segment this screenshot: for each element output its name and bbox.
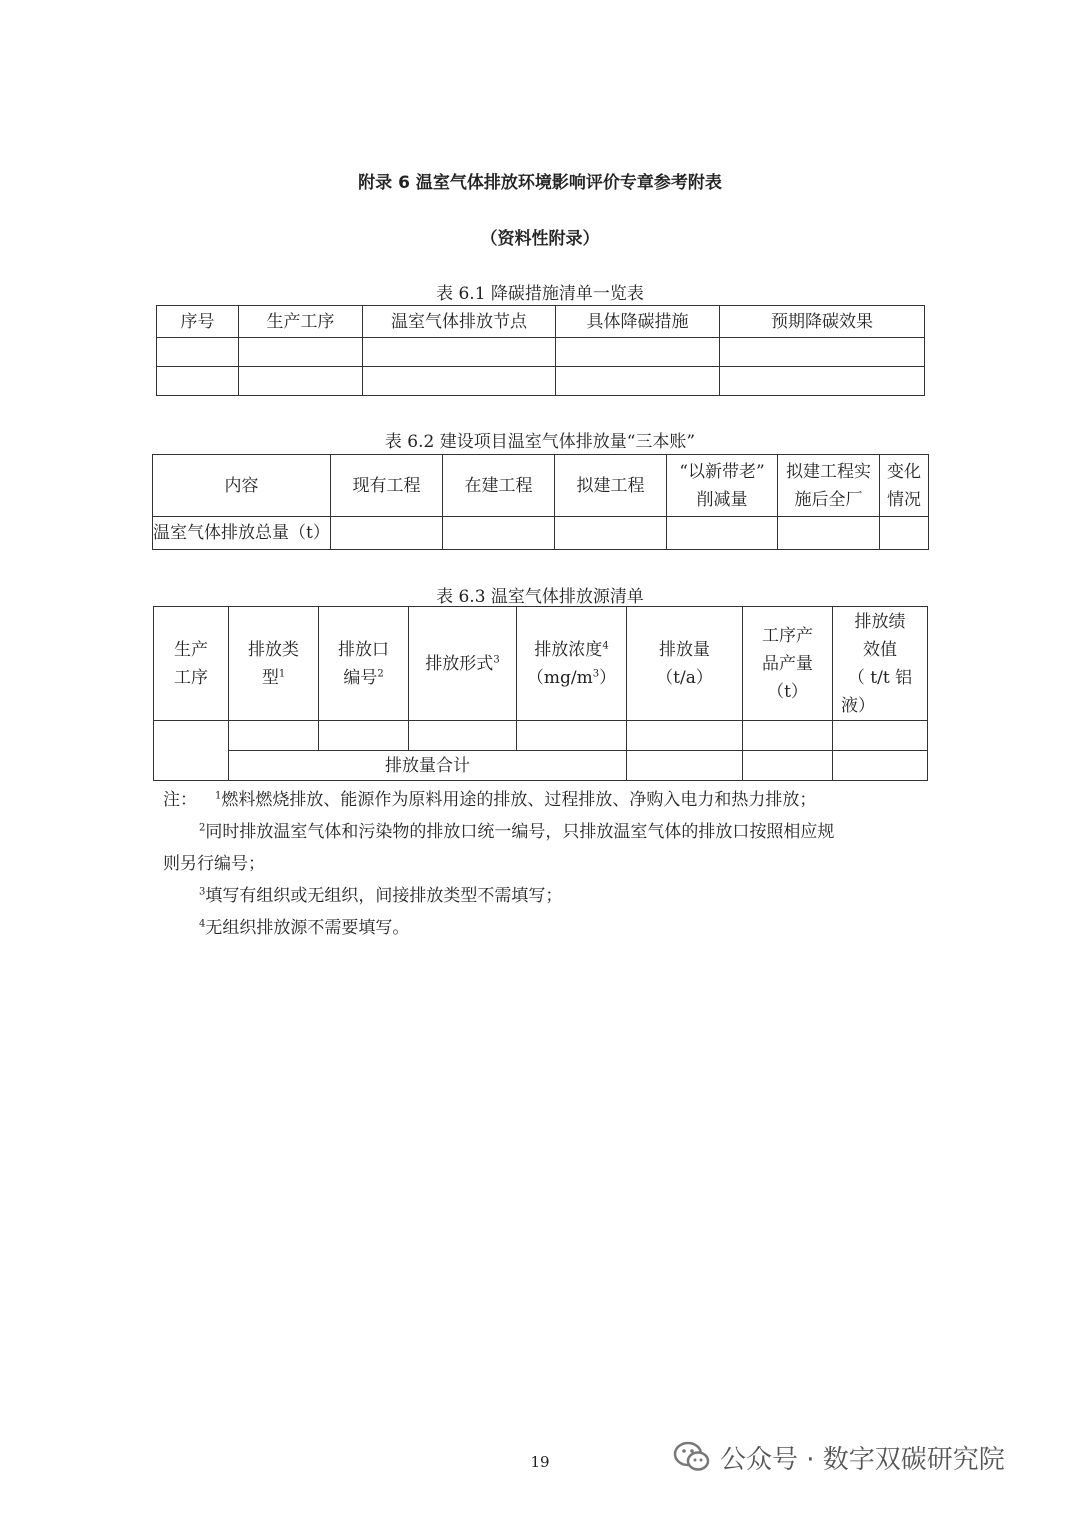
table3-header-concentration (517, 607, 627, 721)
table3-h7-line2: 效值 (863, 639, 897, 660)
table3-h1-line2-text: 型 (261, 667, 279, 688)
note-3-ref: 3 (199, 886, 206, 898)
table1-cell (363, 367, 556, 396)
table3-caption: 表 6.3 温室气体排放源清单 (436, 587, 644, 607)
table1-cell (363, 338, 556, 367)
note-2-continuation: 则另行编号； (163, 854, 265, 874)
table3-h6-line1: 工序产 (762, 625, 813, 646)
table3-cell (627, 721, 743, 751)
table3-h0-line2: 工序 (174, 667, 208, 688)
table1-header-cell: 温室气体排放节点 (363, 306, 556, 338)
table2-cell (331, 517, 443, 550)
table3-row (154, 721, 928, 751)
table3-cell (627, 751, 743, 781)
table3-sum-row (154, 751, 928, 781)
table2-header-after-line1: 拟建工程实 (786, 461, 871, 482)
table3-h4-text: 排放浓度 (534, 639, 603, 660)
table1-cell (720, 338, 925, 367)
table2-header-existing: 现有工程 (331, 455, 443, 517)
note-2-ref: 2 (199, 822, 206, 834)
table2-header-change-line2: 情况 (887, 489, 921, 510)
note-3 (163, 880, 933, 912)
table2-row-label: 温室气体排放总量（t） (153, 517, 331, 550)
table3 (153, 606, 928, 781)
table3-cell (833, 721, 928, 751)
note-2 (163, 816, 933, 848)
table3-header-emission-form (409, 607, 517, 721)
table3-h6-line2: 品产量 (762, 653, 813, 674)
table2-cell (667, 517, 778, 550)
table3-h4-unit-pre: （mg/m (526, 667, 593, 688)
table3-header-performance (833, 607, 928, 721)
note-2-text: 同时排放温室气体和污染物的排放口统一编号，只排放温室气体的排放口按照相应规 (205, 822, 835, 842)
table1 (156, 305, 925, 396)
table2-cell (880, 517, 929, 550)
table3-h4-line1 (519, 636, 624, 664)
table3-cell (154, 721, 229, 781)
table3-cell (743, 721, 833, 751)
table2-cell (778, 517, 880, 550)
table2-cell (555, 517, 667, 550)
table3-h6-line3: （t） (767, 681, 808, 702)
table3-h3-text: 排放形式 (425, 653, 494, 674)
table3-h2-line2 (321, 664, 406, 692)
table3-h0-line1: 生产 (174, 639, 208, 660)
table1-header-cell: 具体降碳措施 (556, 306, 720, 338)
table1-cell (556, 338, 720, 367)
table3-h1-line2 (231, 664, 316, 692)
wechat-icon (672, 1437, 712, 1477)
notes (163, 784, 933, 944)
table3-header-emission-type (229, 607, 319, 721)
table3-header-process (154, 607, 229, 721)
table3-sum-label: 排放量合计 (229, 751, 627, 781)
table1-cell (556, 367, 720, 396)
page-number: 19 (530, 1453, 550, 1471)
table3-cell (517, 721, 627, 751)
note-3-text: 填写有组织或无组织，间接排放类型不需填写； (205, 886, 563, 906)
table2-header-after-implementation (778, 455, 880, 517)
note-4-text: 无组织排放源不需要填写。 (205, 918, 410, 938)
table3-h4-unit (519, 664, 624, 692)
table3-header-emission-amount (627, 607, 743, 721)
table3-h2-line2-text: 编号 (343, 667, 378, 688)
table3-h4-unit-sup: 3 (592, 667, 600, 679)
table1-header-cell: 序号 (157, 306, 239, 338)
footnote-ref-3: 3 (493, 653, 500, 665)
note-4-ref: 4 (199, 918, 206, 930)
watermark-text: 公众号 · 数字双碳研究院 (720, 1444, 1005, 1475)
table3-header-outlet-id (319, 607, 409, 721)
footnote-ref-4: 4 (602, 639, 609, 651)
table2-caption: 表 6.2 建设项目温室气体排放量“三本账” (384, 432, 696, 452)
table2-header-proposed: 拟建工程 (555, 455, 667, 517)
table3-h7-line4: 液） (841, 695, 875, 716)
table1-row (157, 367, 925, 396)
table3-h7-line1: 排放绩 (854, 611, 906, 632)
table2-header-reduction-line1: “以新带老” (679, 461, 765, 482)
table3-h1-line1: 排放类 (248, 639, 299, 660)
table1-cell (239, 367, 363, 396)
table3-cell (319, 721, 409, 751)
table3-cell (743, 751, 833, 781)
table2-cell (443, 517, 555, 550)
document-subtitle: （资料性附录） (480, 229, 600, 249)
watermark (672, 1432, 1005, 1482)
table3-cell (229, 721, 319, 751)
table2-header-reduction (667, 455, 778, 517)
table2 (152, 454, 929, 550)
table2-header-reduction-line2: 削减量 (696, 489, 748, 510)
table2-header-under-construction: 在建工程 (443, 455, 555, 517)
table1-cell (720, 367, 925, 396)
note-1 (163, 784, 933, 816)
table1-header-cell: 生产工序 (239, 306, 363, 338)
document-title: 附录 6 温室气体排放环境影响评价专章参考附表 (358, 173, 722, 193)
table1-cell (239, 338, 363, 367)
table2-header-after-line2: 施后全厂 (794, 489, 863, 510)
table3-h4-unit-post: ） (599, 667, 617, 688)
footnote-ref-2: 2 (377, 667, 384, 679)
table1-header-cell: 预期降碳效果 (720, 306, 925, 338)
table2-header-content: 内容 (153, 455, 331, 517)
table3-header-product-output (743, 607, 833, 721)
table2-header-change (880, 455, 929, 517)
table3-h5-line1: 排放量 (659, 639, 710, 660)
note-1-ref: 1 (215, 790, 222, 802)
table3-h5-line2: （t/a） (656, 667, 713, 688)
table3-h7-line3: （ t/t 铝 (847, 667, 913, 688)
table1-caption: 表 6.1 降碳措施清单一览表 (436, 284, 644, 304)
table1-cell (157, 338, 239, 367)
table2-row (153, 517, 929, 550)
note-label: 注： (163, 790, 197, 810)
table3-cell (409, 721, 517, 751)
table3-h2-line1: 排放口 (338, 639, 389, 660)
table2-header-change-line1: 变化 (887, 461, 921, 482)
footnote-ref-1: 1 (278, 667, 286, 679)
note-4 (163, 912, 933, 944)
table1-row (157, 338, 925, 367)
table1-cell (157, 367, 239, 396)
note-1-text: 燃料燃烧排放、能源作为原料用途的排放、过程排放、净购入电力和热力排放； (221, 790, 817, 810)
table3-cell (833, 751, 928, 781)
